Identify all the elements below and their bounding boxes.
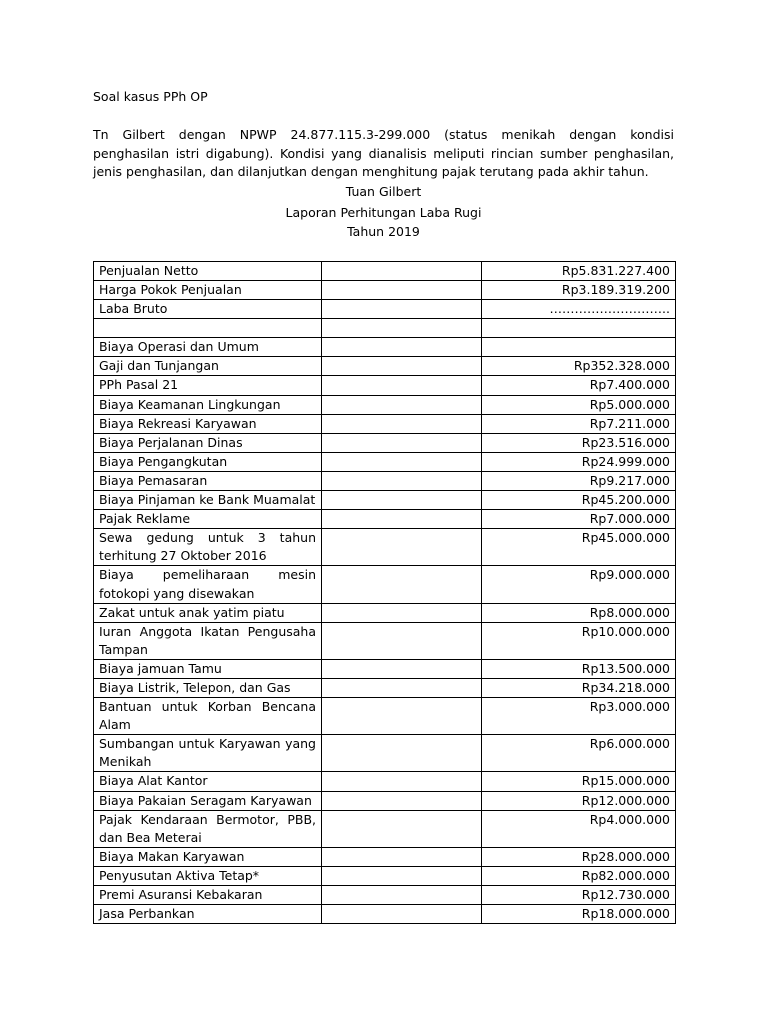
row-blank-cell xyxy=(322,735,482,772)
row-amount-cell: Rp45.200.000 xyxy=(482,491,676,510)
row-label-cell: Biaya Pinjaman ke Bank Muamalat xyxy=(94,491,322,510)
table-row xyxy=(94,491,676,510)
table-row xyxy=(94,433,676,452)
row-blank-cell xyxy=(322,847,482,866)
table-row xyxy=(94,866,676,885)
table-row xyxy=(94,698,676,735)
row-label-cell: Biaya Pengangkutan xyxy=(94,452,322,471)
row-label-cell: Premi Asuransi Kebakaran xyxy=(94,886,322,905)
row-blank-cell xyxy=(322,491,482,510)
row-blank-cell xyxy=(322,529,482,566)
row-blank-cell xyxy=(322,376,482,395)
table-row xyxy=(94,262,676,281)
row-blank-cell xyxy=(322,510,482,529)
table-row xyxy=(94,452,676,471)
income-statement-body xyxy=(94,262,676,924)
row-blank-cell xyxy=(322,414,482,433)
table-row xyxy=(94,678,676,697)
table-row xyxy=(94,395,676,414)
table-row xyxy=(94,886,676,905)
row-amount-cell: Rp5.831.227.400 xyxy=(482,262,676,281)
row-label-cell: Pajak Kendaraan Bermotor, PBB, dan Bea Meterai xyxy=(94,810,322,847)
row-label-cell: Iuran Anggota Ikatan Pengusaha Tampan xyxy=(94,622,322,659)
row-label-cell: Biaya Keamanan Lingkungan xyxy=(94,395,322,414)
row-blank-cell xyxy=(322,772,482,791)
row-amount-cell: Rp7.211.000 xyxy=(482,414,676,433)
table-row xyxy=(94,300,676,319)
table-row xyxy=(94,791,676,810)
row-amount-cell: Rp7.400.000 xyxy=(482,376,676,395)
row-label-cell: Biaya jamuan Tamu xyxy=(94,659,322,678)
table-row xyxy=(94,603,676,622)
row-amount-cell: Rp34.218.000 xyxy=(482,678,676,697)
row-label-cell: Bantuan untuk Korban Bencana Alam xyxy=(94,698,322,735)
table-row xyxy=(94,281,676,300)
row-label-cell: Sewa gedung untuk 3 tahun terhitung 27 Oktober 2016 xyxy=(94,529,322,566)
row-blank-cell xyxy=(322,300,482,319)
row-blank-cell xyxy=(322,810,482,847)
row-amount-cell: Rp12.730.000 xyxy=(482,886,676,905)
row-amount-cell: Rp3.189.319.200 xyxy=(482,281,676,300)
row-blank-cell xyxy=(322,905,482,924)
intro-paragraph: Tn Gilbert dengan NPWP 24.877.115.3-299.000 (status menikah dengan kondisi penghasilan istri digabung). Kondisi yang dianalisis meliputi rincian sumber penghasilan, jenis penghasilan, dan dilanjutkan dengan menghitung pajak terutang pada akhir tahun. xyxy=(93,127,674,179)
table-row xyxy=(94,810,676,847)
row-blank-cell xyxy=(322,659,482,678)
table-row xyxy=(94,735,676,772)
row-label-cell: Gaji dan Tunjangan xyxy=(94,357,322,376)
row-label-cell: Biaya Makan Karyawan xyxy=(94,847,322,866)
row-amount-cell: Rp23.516.000 xyxy=(482,433,676,452)
row-label-cell: Biaya pemeliharaan mesin fotokopi yang disewakan xyxy=(94,566,322,603)
row-label-cell: Jasa Perbankan xyxy=(94,905,322,924)
row-amount-cell: Rp4.000.000 xyxy=(482,810,676,847)
table-row xyxy=(94,772,676,791)
table-row xyxy=(94,376,676,395)
row-blank-cell xyxy=(322,471,482,490)
row-amount-cell: Rp3.000.000 xyxy=(482,698,676,735)
row-amount-cell: Rp9.217.000 xyxy=(482,471,676,490)
row-amount-cell: Rp15.000.000 xyxy=(482,772,676,791)
row-blank-cell xyxy=(322,886,482,905)
row-blank-cell xyxy=(322,357,482,376)
document-title: Soal kasus PPh OP xyxy=(93,89,208,104)
report-title: Laporan Perhitungan Laba Rugi xyxy=(285,205,482,220)
row-label-cell: Biaya Pemasaran xyxy=(94,471,322,490)
row-amount-cell: Rp352.328.000 xyxy=(482,357,676,376)
table-row xyxy=(94,471,676,490)
row-amount-cell: Rp12.000.000 xyxy=(482,791,676,810)
row-label-cell: Biaya Pakaian Seragam Karyawan xyxy=(94,791,322,810)
row-blank-cell xyxy=(322,566,482,603)
row-amount-cell: ……………………….. xyxy=(482,300,676,319)
table-row xyxy=(94,622,676,659)
row-label-cell: Biaya Rekreasi Karyawan xyxy=(94,414,322,433)
row-amount-cell: Rp24.999.000 xyxy=(482,452,676,471)
row-blank-cell xyxy=(322,319,482,338)
table-row xyxy=(94,847,676,866)
table-row xyxy=(94,659,676,678)
row-amount-cell xyxy=(482,319,676,338)
row-amount-cell: Rp82.000.000 xyxy=(482,866,676,885)
row-label-cell: Biaya Alat Kantor xyxy=(94,772,322,791)
table-row xyxy=(94,319,676,338)
row-amount-cell: Rp10.000.000 xyxy=(482,622,676,659)
row-blank-cell xyxy=(322,395,482,414)
row-blank-cell xyxy=(322,281,482,300)
row-label-cell: Zakat untuk anak yatim piatu xyxy=(94,603,322,622)
table-row xyxy=(94,414,676,433)
table-row xyxy=(94,905,676,924)
row-blank-cell xyxy=(322,698,482,735)
table-row xyxy=(94,510,676,529)
row-amount-cell: Rp28.000.000 xyxy=(482,847,676,866)
income-statement-table xyxy=(93,261,676,924)
row-label-cell: Biaya Listrik, Telepon, dan Gas xyxy=(94,678,322,697)
row-blank-cell xyxy=(322,262,482,281)
table-row xyxy=(94,529,676,566)
row-label-cell: Laba Bruto xyxy=(94,300,322,319)
row-blank-cell xyxy=(322,791,482,810)
row-label-cell: Sumbangan untuk Karyawan yang Menikah xyxy=(94,735,322,772)
row-label-cell: Penyusutan Aktiva Tetap* xyxy=(94,866,322,885)
report-owner-name: Tuan Gilbert xyxy=(345,184,422,199)
row-blank-cell xyxy=(322,452,482,471)
row-amount-cell: Rp45.000.000 xyxy=(482,529,676,566)
row-blank-cell xyxy=(322,866,482,885)
row-blank-cell xyxy=(322,603,482,622)
row-blank-cell xyxy=(322,338,482,357)
row-label-cell: Pajak Reklame xyxy=(94,510,322,529)
row-blank-cell xyxy=(322,622,482,659)
table-row xyxy=(94,338,676,357)
row-amount-cell: Rp9.000.000 xyxy=(482,566,676,603)
row-blank-cell xyxy=(322,433,482,452)
row-amount-cell: Rp13.500.000 xyxy=(482,659,676,678)
row-amount-cell: Rp7.000.000 xyxy=(482,510,676,529)
row-amount-cell: Rp6.000.000 xyxy=(482,735,676,772)
row-blank-cell xyxy=(322,678,482,697)
report-year: Tahun 2019 xyxy=(347,224,420,239)
row-amount-cell: Rp18.000.000 xyxy=(482,905,676,924)
row-label-cell: Biaya Operasi dan Umum xyxy=(94,338,322,357)
row-label-cell xyxy=(94,319,322,338)
row-amount-cell: Rp5.000.000 xyxy=(482,395,676,414)
row-label-cell: PPh Pasal 21 xyxy=(94,376,322,395)
row-label-cell: Biaya Perjalanan Dinas xyxy=(94,433,322,452)
table-row xyxy=(94,566,676,603)
row-amount-cell: Rp8.000.000 xyxy=(482,603,676,622)
row-label-cell: Penjualan Netto xyxy=(94,262,322,281)
row-label-cell: Harga Pokok Penjualan xyxy=(94,281,322,300)
row-amount-cell xyxy=(482,338,676,357)
table-row xyxy=(94,357,676,376)
